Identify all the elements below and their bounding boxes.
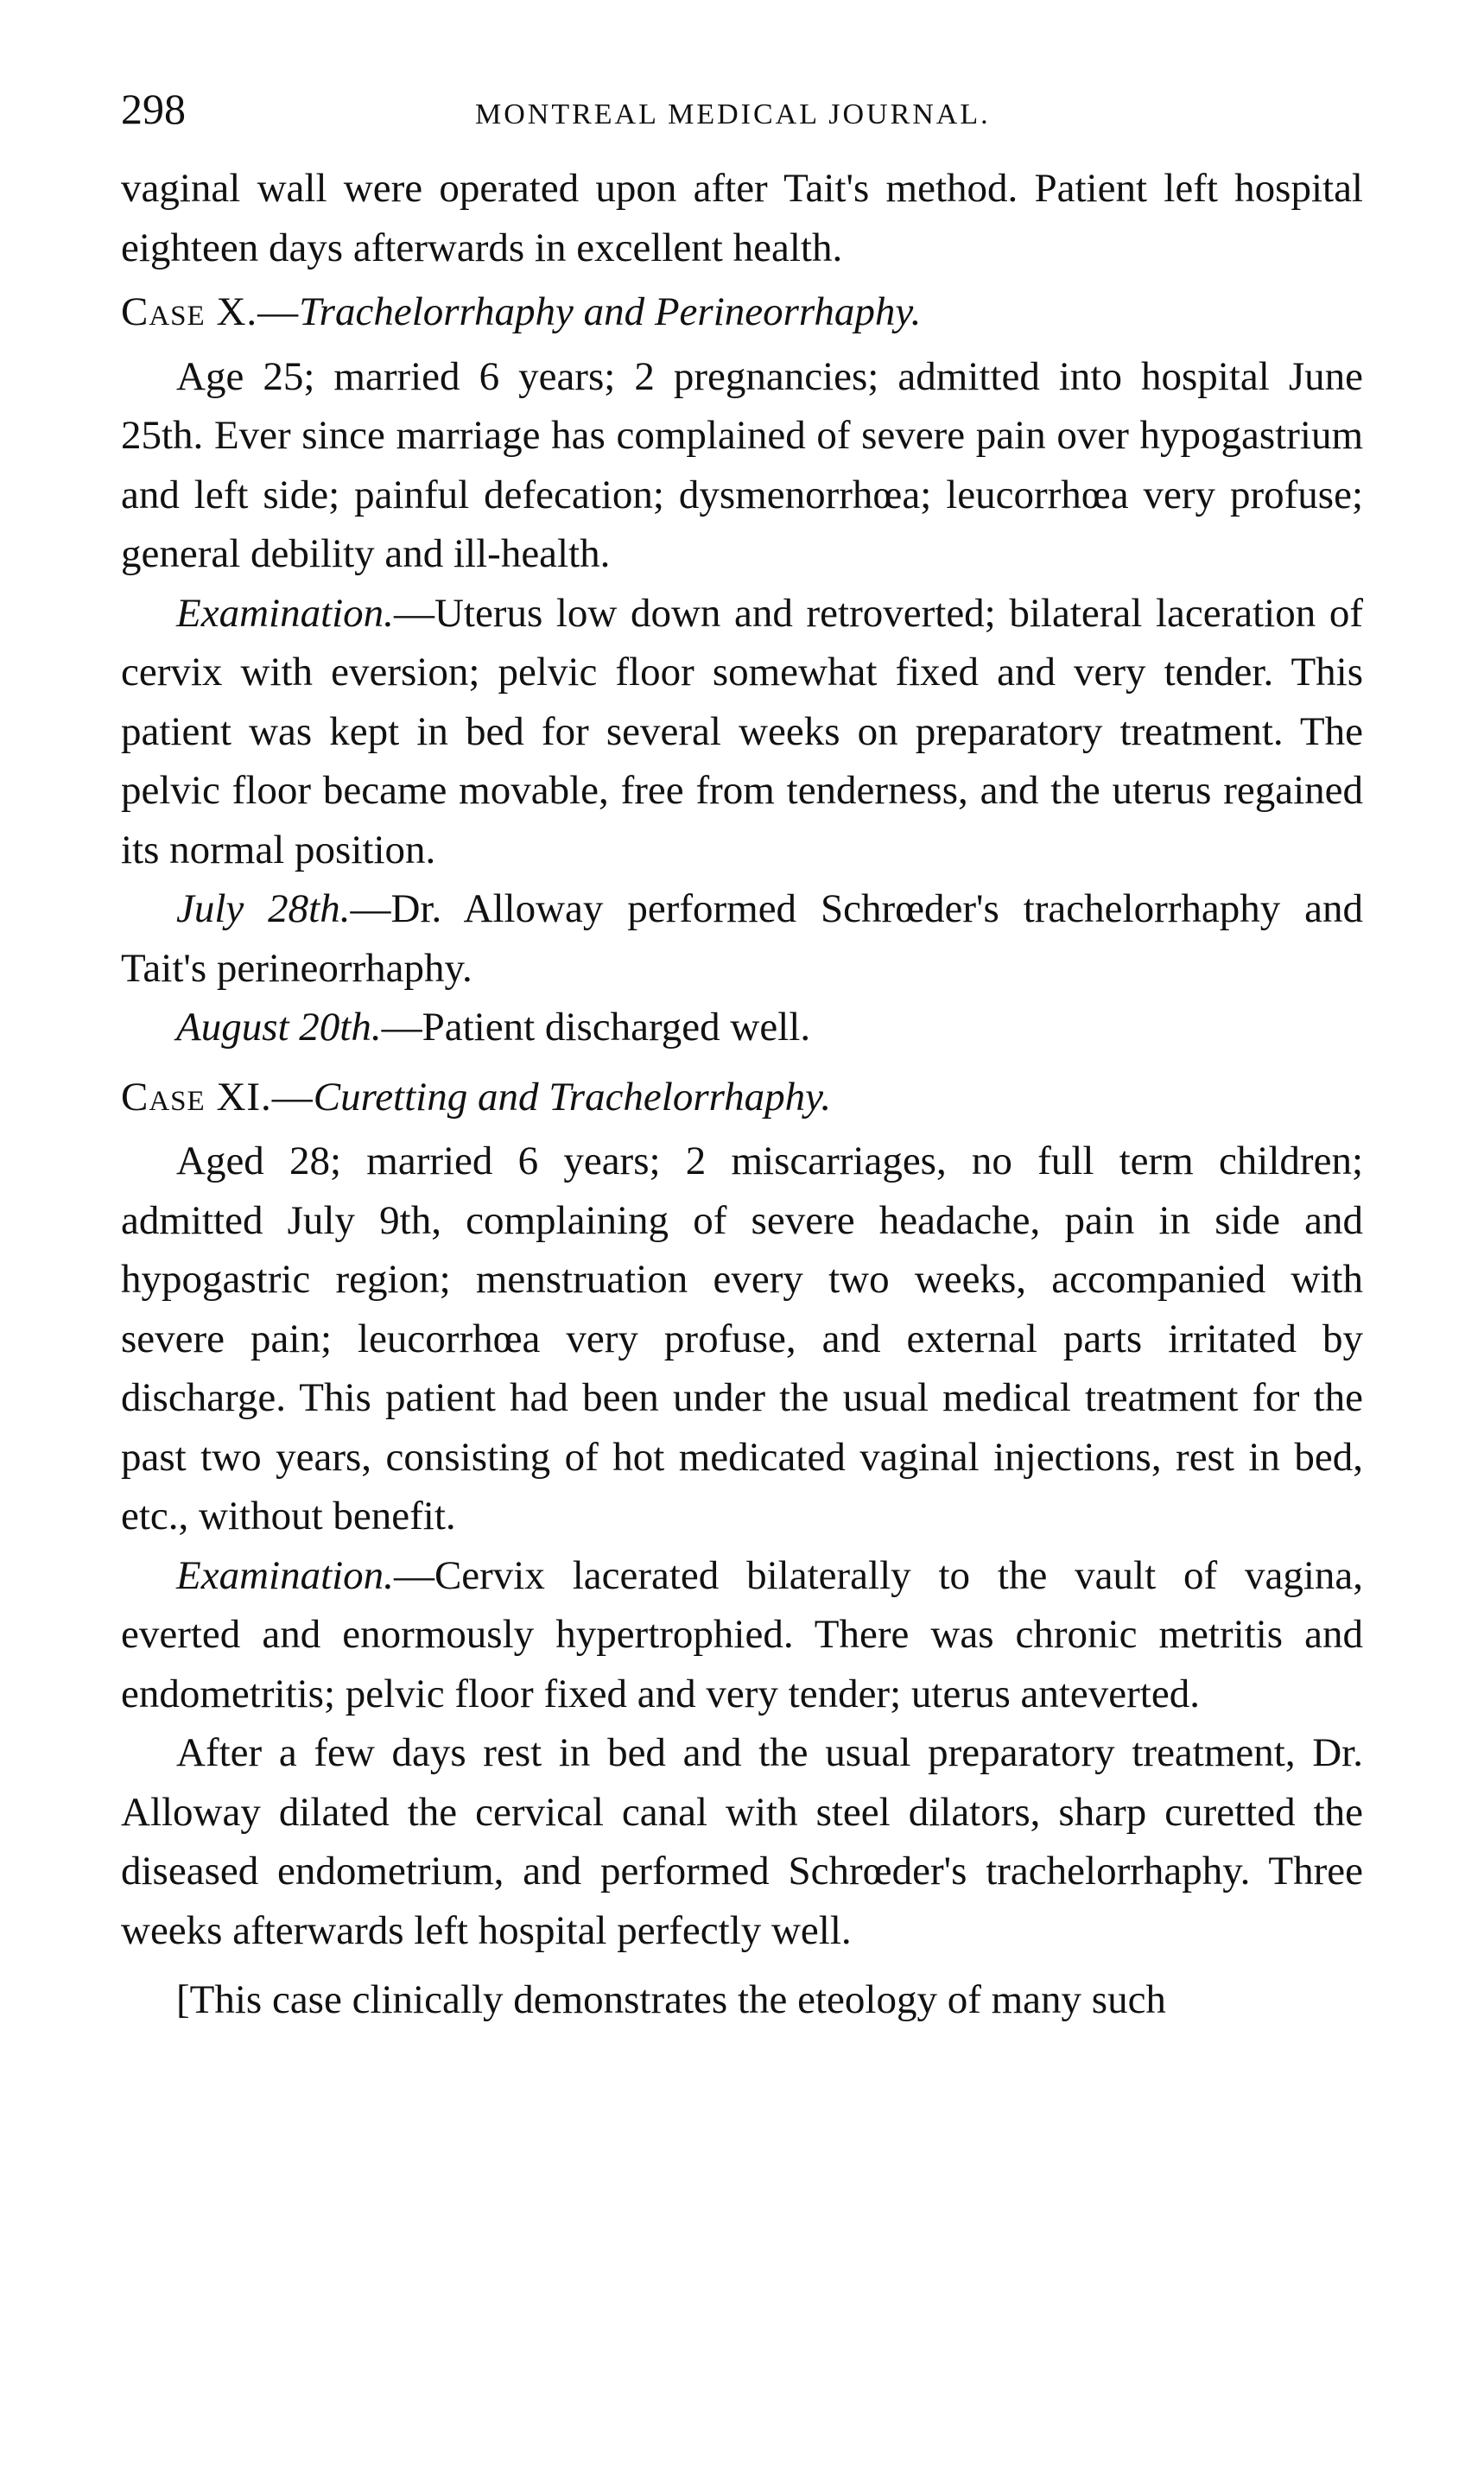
- case-10-title: Trachelorrhaphy and Perineorrhaphy.: [299, 289, 922, 334]
- running-head: MONTREAL MEDICAL JOURNAL.: [475, 98, 991, 130]
- case-11-number: Case XI.—: [121, 1074, 314, 1120]
- page-header: [121, 79, 1363, 131]
- case-11-treatment: After a few days rest in bed and the usual preparatory treatment, Dr. Alloway dilated the cervical canal with steel dilators, sharp curetted the diseased endometrium, and performed Schrœder's trachelorrhaphy. Three weeks afterwards left hospital perfectly well.: [121, 1730, 1363, 1953]
- case-11-heading: [121, 1068, 1363, 1127]
- case-11-title: Curetting and Trachelorrhaphy.: [313, 1074, 832, 1120]
- case-10-july-entry: [121, 879, 1363, 998]
- closing-paragraph: [This case clinically demonstrates the eteology of many such: [176, 1977, 1166, 2022]
- page-number: 298: [121, 85, 186, 133]
- case-10-august-entry: [121, 998, 1363, 1057]
- case-10-exam-label: Examination.: [176, 590, 394, 636]
- case-10-july-label: July 28th.: [176, 886, 351, 931]
- case-10-examination: [121, 584, 1363, 880]
- case-11-history: Aged 28; married 6 years; 2 miscarriages, no full term children; admitted July 9th, complaining of severe headache, pain in side and hypogastric region; menstruation every two weeks, accompanied with severe pain; leucorrhœa very profuse, and external parts irritated by discharge. This patient had been under the usual medical treatment for the past two years, consisting of hot medicated vaginal injections, rest in bed, etc., without benefit.: [121, 1139, 1363, 1538]
- case-11-exam-text: —Cervix lacerated bilaterally to the vault of vagina, everted and enormously hypertrophied. There was chronic metritis and endometritis; pelvic floor fixed and very tender; uterus anteverted.: [121, 1552, 1363, 1716]
- case-10-july-text: —Dr. Alloway performed Schrœder's trachelorrhaphy and Tait's perineorrhaphy.: [121, 886, 1363, 991]
- case-10-august-label: August 20th.: [176, 1005, 382, 1050]
- case-10-number: Case X.—: [121, 289, 300, 334]
- case-11-examination: [121, 1546, 1363, 1724]
- case-10-august-text: —Patient discharged well.: [381, 1005, 811, 1050]
- case-10-exam-text: —Uterus low down and retroverted; bilateral laceration of cervix with eversion; pelvic floor somewhat fixed and very tender. This patient was kept in bed for several weeks on preparatory treatment. The pelvic floor became movable, free from tenderness, and the uterus regained its normal position.: [121, 590, 1363, 872]
- case-10-heading: [121, 282, 1363, 342]
- intro-paragraph: vaginal wall were operated upon after Tait's method. Patient left hospital eighteen days afterwards in excellent health.: [121, 166, 1363, 270]
- case-11-exam-label: Examination.: [176, 1552, 394, 1598]
- case-10-history: Age 25; married 6 years; 2 pregnancies; admitted into hospital June 25th. Ever since marriage has complained of severe pain over hypogastrium and left side; painful defecation; dysmenorrhœa; leucorrhœa very profuse; general debility and ill-health.: [121, 353, 1363, 576]
